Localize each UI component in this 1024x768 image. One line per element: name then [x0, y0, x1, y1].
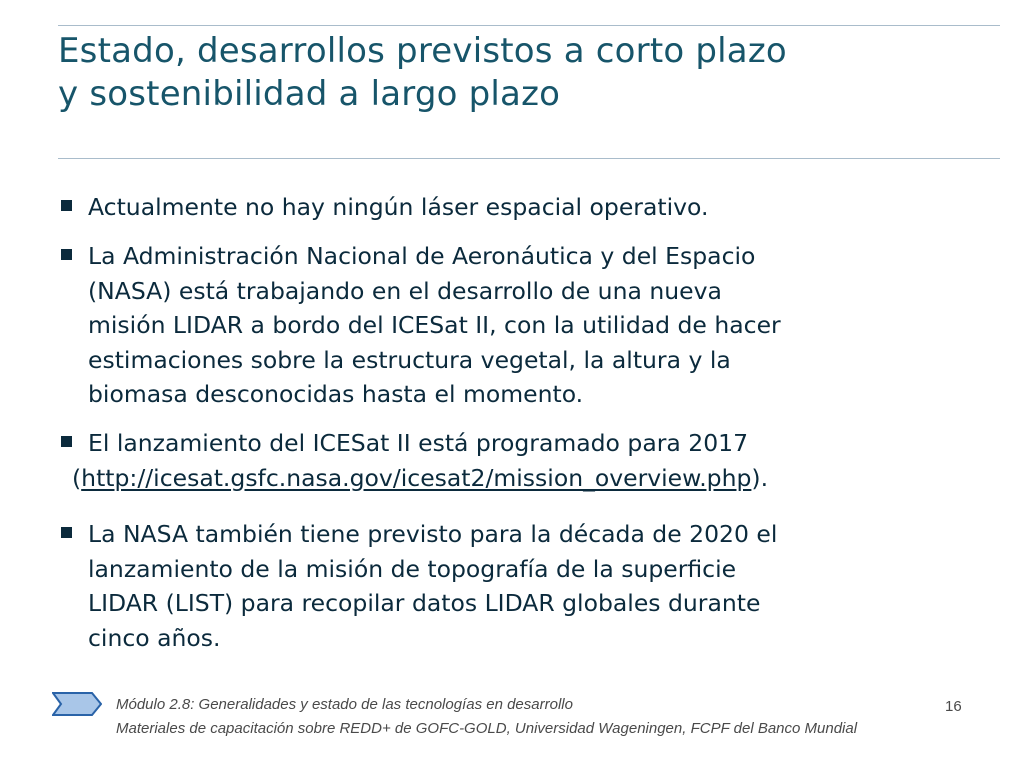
bullet-text: Actualmente no hay ningún láser espacial operativo.: [88, 193, 709, 221]
top-divider: [58, 25, 1000, 26]
title-line-2: y sostenibilidad a largo plazo: [58, 74, 561, 114]
mission-overview-link[interactable]: http://icesat.gsfc.nasa.gov/icesat2/mission_overview.php: [81, 463, 752, 492]
square-bullet-icon: [61, 527, 72, 538]
title-line-1: Estado, desarrollos previstos a corto plazo: [58, 31, 787, 71]
square-bullet-icon: [61, 436, 72, 447]
chevron-arrow-icon: [52, 692, 102, 716]
url-line: (http://icesat.gsfc.nasa.gov/icesat2/mission_overview.php).: [72, 463, 769, 492]
square-bullet-icon: [61, 249, 72, 260]
title-divider: [58, 158, 1000, 159]
bullet-text: El lanzamiento del ICESat II está programado para 2017 (http://icesat.gsfc.nasa.gov/icesat2/mission_overview.php).: [88, 426, 1008, 495]
slide-title: [58, 30, 998, 116]
square-bullet-icon: [61, 200, 72, 211]
bullet-item-1: [58, 190, 1008, 225]
bullet-text: La Administración Nacional de Aeronáutica y del Espacio (NASA) está trabajando en el desarrollo de una nueva misión LIDAR a bordo del ICESat II, con la utilidad de hacer estimaciones sobre la estructura vegetal, la altura y la biomasa desconocidas hasta el momento.: [88, 242, 781, 408]
footer-materials: Materiales de capacitación sobre REDD+ de GOFC-GOLD, Universidad Wageningen, FCPF del Banco Mundial: [116, 720, 858, 737]
footer-module: Módulo 2.8: Generalidades y estado de las tecnologías en desarrollo: [116, 696, 573, 713]
bullet-text: La NASA también tiene previsto para la década de 2020 el lanzamiento de la misión de topografía de la superficie LIDAR (LIST) para recopilar datos LIDAR globales durante cinco años.: [88, 520, 778, 652]
page-number: 16: [945, 698, 962, 715]
bullet-item-4: [58, 517, 1008, 655]
bullet-item-3: [58, 426, 1008, 495]
bullet-item-2: [58, 239, 1008, 412]
